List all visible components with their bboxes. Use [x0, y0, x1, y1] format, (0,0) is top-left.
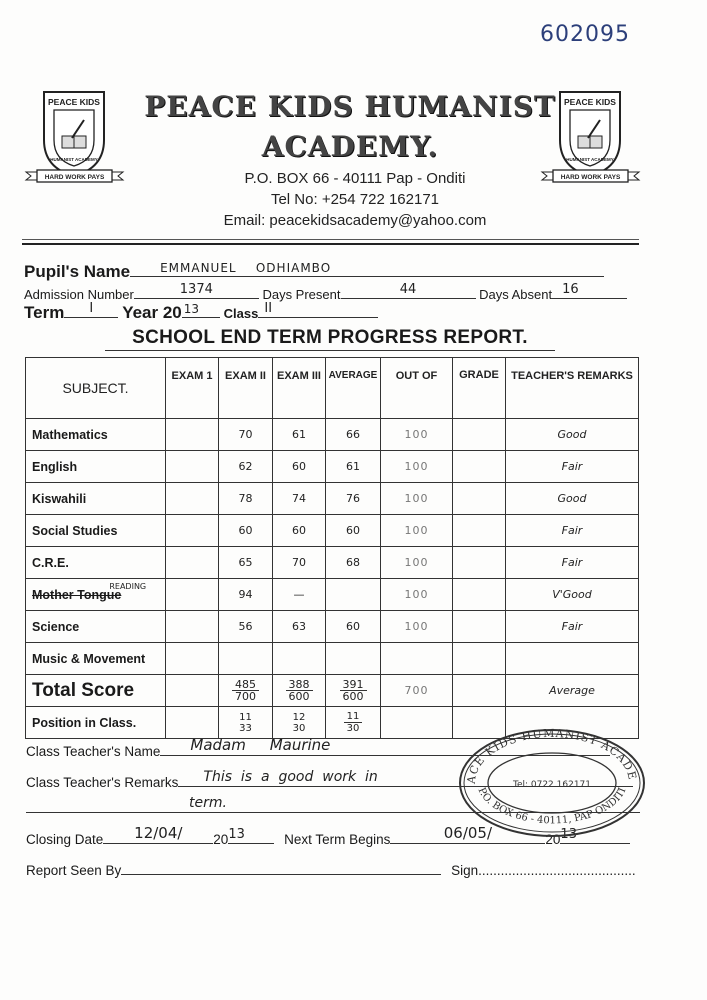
term-label: Term [24, 303, 65, 322]
remarks-cell[interactable]: Good [506, 483, 639, 515]
days-absent-label: Days Absent [479, 287, 553, 302]
subject-name: English [32, 459, 78, 474]
subject-name: Kiswahili [32, 491, 87, 506]
school-stamp [457, 727, 647, 839]
next-term-year-value: 13 [560, 827, 577, 842]
grade-cell[interactable] [453, 515, 506, 547]
exam1-cell[interactable] [166, 483, 219, 515]
next-term-year-prefix: 20 [545, 832, 561, 847]
exam1-cell[interactable] [166, 547, 219, 579]
reference-number: 602095 [540, 22, 630, 47]
table-row [26, 451, 639, 483]
svg-text:HUMANIST ACADEMY: HUMANIST ACADEMY [50, 157, 98, 162]
svg-text:PEACE KIDS: PEACE KIDS [48, 97, 100, 107]
closing-year-prefix: 20 [213, 832, 229, 847]
header-exam3: EXAM III [273, 358, 326, 419]
school-name-line2: ACADEMY. [261, 130, 439, 163]
closing-date-value: 12/04/ [134, 824, 183, 842]
exam1-cell[interactable] [166, 451, 219, 483]
teacher-remarks-label: Class Teacher's Remarks [26, 775, 179, 790]
svg-text:HUMANIST ACADEMY: HUMANIST ACADEMY [566, 157, 614, 162]
position-average-den: 30 [346, 723, 360, 734]
position-average-cell[interactable] [326, 707, 381, 739]
next-term-value: 06/05/ [443, 824, 493, 842]
table-row [26, 643, 639, 675]
table-row [26, 579, 639, 611]
remarks-cell[interactable]: Fair [506, 611, 639, 643]
exam2-cell[interactable]: 70 [219, 419, 273, 451]
school-email: Email: peacekidsacademy@yahoo.com [223, 212, 487, 229]
exam2-cell[interactable]: 56 [219, 611, 273, 643]
class-label: Class [223, 306, 259, 321]
svg-text:PEACE KIDS: PEACE KIDS [564, 97, 616, 107]
term-field[interactable] [64, 303, 118, 318]
position-exam3-num: 12 [292, 711, 306, 723]
average-cell[interactable]: 66 [326, 419, 381, 451]
subject-name: Mother Tongue [32, 588, 122, 603]
average-cell[interactable]: 68 [326, 547, 381, 579]
total-exam1-cell[interactable] [166, 675, 219, 707]
table-header-row [26, 358, 639, 419]
svg-text:PEACE KIDS HUMANIST ACADEMY: ACE KIDS HUMANIST ACADE [464, 727, 640, 785]
average-cell[interactable]: 60 [326, 515, 381, 547]
svg-text:HARD WORK PAYS: HARD WORK PAYS [560, 174, 621, 181]
remarks-cell[interactable]: Fair [506, 515, 639, 547]
remarks-cell[interactable]: V'Good [506, 579, 639, 611]
seen-by-label: Report Seen By [26, 863, 122, 878]
year-label: Year 20 [122, 303, 182, 322]
subject-name: Science [32, 619, 80, 634]
exam1-cell[interactable] [166, 643, 219, 675]
header-rule-thin [22, 239, 639, 240]
position-out-of-cell[interactable] [381, 707, 453, 739]
svg-text:Tel: 0722 162171: Tel: 0722 162171 [512, 780, 592, 790]
school-address: P.O. BOX 66 - 40111 Pap - Onditi [244, 170, 466, 187]
header-exam1: EXAM 1 [166, 358, 219, 419]
exam2-cell[interactable]: 78 [219, 483, 273, 515]
exam3-cell[interactable] [273, 643, 326, 675]
total-exam2-cell[interactable] [219, 675, 273, 707]
subject-cell [26, 611, 166, 643]
header-exam2: EXAM II [219, 358, 273, 419]
exam3-cell[interactable]: 61 [273, 419, 326, 451]
closing-date-field[interactable] [103, 824, 213, 844]
position-exam1-cell[interactable] [166, 707, 219, 739]
header-subject: SUBJECT. [26, 358, 166, 419]
remarks-cell[interactable] [506, 643, 639, 675]
teacher-remarks-line2: term. [189, 795, 227, 811]
svg-text:P.O. BOX 66 - 40111, PAP ONDIT: P.O. BOX 66 - 40111, PAP ONDITI [475, 786, 629, 827]
subject-cell [26, 579, 166, 611]
out-of-cell[interactable]: 100 [381, 419, 453, 451]
subject-cell [26, 483, 166, 515]
school-name-line1: PEACE KIDS HUMANIST [144, 90, 556, 123]
next-term-label: Next Term Begins [284, 832, 391, 847]
table-row [26, 611, 639, 643]
subject-cell [26, 451, 166, 483]
report-title: SCHOOL END TERM PROGRESS REPORT. [105, 327, 555, 351]
exam3-cell[interactable]: 60 [273, 451, 326, 483]
closing-year-field[interactable] [228, 829, 274, 844]
position-exam2-num: 11 [239, 711, 252, 723]
position-exam2-cell[interactable] [219, 707, 273, 739]
table-row [26, 547, 639, 579]
header-rule-thick [22, 243, 639, 245]
class-field[interactable] [258, 303, 378, 318]
admission-label: Admission Number [24, 287, 134, 302]
term-row [24, 303, 378, 323]
pupil-name-field[interactable] [130, 260, 604, 277]
sign-label[interactable]: Sign.......................................... [451, 863, 636, 878]
crest-icon [22, 88, 127, 188]
days-present-field[interactable] [341, 284, 476, 299]
exam1-cell[interactable] [166, 579, 219, 611]
days-absent-value: 16 [562, 282, 579, 297]
out-of-cell[interactable]: 100 [381, 547, 453, 579]
subject-name: Mathematics [32, 427, 108, 442]
average-cell[interactable] [326, 579, 381, 611]
position-exam3-den: 30 [292, 722, 306, 734]
stamp-icon [457, 727, 647, 839]
average-cell[interactable] [326, 643, 381, 675]
table-row [26, 419, 639, 451]
seen-by-field[interactable] [121, 860, 441, 875]
exam3-cell[interactable]: 70 [273, 547, 326, 579]
out-of-cell[interactable]: 100 [381, 579, 453, 611]
grade-cell[interactable] [453, 579, 506, 611]
grade-cell[interactable] [453, 451, 506, 483]
out-of-cell[interactable]: 100 [381, 451, 453, 483]
exam2-cell[interactable]: 65 [219, 547, 273, 579]
remarks-cell[interactable]: Good [506, 419, 639, 451]
days-present-label: Days Present [262, 287, 341, 302]
exam1-cell[interactable] [166, 515, 219, 547]
pupil-name-row [24, 260, 604, 282]
total-exam3-cell[interactable] [273, 675, 326, 707]
exam1-cell[interactable] [166, 611, 219, 643]
table-row [26, 483, 639, 515]
total-score-label: Total Score [26, 675, 166, 707]
total-average-cell[interactable] [326, 675, 381, 707]
average-cell[interactable]: 60 [326, 611, 381, 643]
school-tel: Tel No: +254 722 162171 [270, 191, 440, 208]
subject-name: C.R.E. [32, 555, 69, 570]
header-teacher-remarks: TEACHER'S REMARKS [506, 358, 639, 419]
days-absent-field[interactable] [552, 284, 627, 299]
total-exam2-num: 485 [232, 679, 259, 691]
remarks-cell[interactable]: Fair [506, 547, 639, 579]
grade-cell[interactable] [453, 611, 506, 643]
pupil-name-label: Pupil's Name [24, 262, 131, 281]
subject-cell [26, 547, 166, 579]
exam1-cell[interactable] [166, 419, 219, 451]
year-field[interactable] [182, 303, 220, 318]
admission-value: 1374 [179, 282, 213, 297]
position-label: Position in Class. [26, 707, 166, 739]
total-out-of[interactable]: 700 [381, 675, 453, 707]
teacher-name-value: Madam Maurine [190, 736, 331, 754]
teacher-name-label: Class Teacher's Name [26, 744, 161, 759]
grade-cell[interactable] [453, 483, 506, 515]
grade-cell[interactable] [453, 547, 506, 579]
total-average-num: 391 [340, 679, 367, 691]
exam3-cell[interactable]: 60 [273, 515, 326, 547]
subject-cell [26, 419, 166, 451]
closing-year-value: 13 [228, 827, 245, 842]
header-out-of: OUT OF [381, 358, 453, 419]
svg-text:HARD WORK PAYS: HARD WORK PAYS [44, 174, 105, 181]
teacher-remarks-line1: This is a good work in [203, 769, 378, 785]
subject-cell [26, 643, 166, 675]
days-present-value: 44 [399, 282, 417, 297]
subject-name: Social Studies [32, 523, 118, 538]
school-logo-left [22, 88, 127, 188]
out-of-cell[interactable]: 100 [381, 515, 453, 547]
header-average: AVERAGE [326, 358, 381, 419]
average-cell[interactable]: 76 [326, 483, 381, 515]
total-score-row [26, 675, 639, 707]
out-of-cell[interactable] [381, 643, 453, 675]
out-of-cell[interactable]: 100 [381, 611, 453, 643]
total-remarks[interactable]: Average [506, 675, 639, 707]
subject-name: Music & Movement [32, 651, 146, 666]
grade-cell[interactable] [453, 419, 506, 451]
exam2-cell[interactable]: 62 [219, 451, 273, 483]
class-value: II [264, 301, 273, 316]
out-of-cell[interactable]: 100 [381, 483, 453, 515]
year-value: 13 [183, 302, 200, 316]
results-table [25, 357, 639, 739]
table-row [26, 515, 639, 547]
subject-cell [26, 515, 166, 547]
exam2-cell[interactable]: 94 [219, 579, 273, 611]
total-exam2-den: 700 [235, 689, 256, 703]
grade-cell[interactable] [453, 643, 506, 675]
total-average-den: 600 [342, 689, 364, 703]
average-cell[interactable]: 61 [326, 451, 381, 483]
total-grade-cell[interactable] [453, 675, 506, 707]
subject-note: READING [109, 581, 147, 591]
exam3-cell[interactable]: 74 [273, 483, 326, 515]
total-exam3-num: 388 [286, 679, 313, 691]
exam2-cell[interactable] [219, 643, 273, 675]
pupil-name-value: EMMANUEL ODHIAMBO [160, 261, 332, 275]
header-grade: GRADE [453, 358, 506, 419]
seen-by-row [26, 860, 636, 878]
closing-date-label: Closing Date [26, 832, 104, 847]
exam3-cell[interactable]: 63 [273, 611, 326, 643]
exam3-cell[interactable]: — [273, 579, 326, 611]
admission-row [24, 284, 627, 302]
remarks-cell[interactable]: Fair [506, 451, 639, 483]
total-exam3-den: 600 [288, 689, 310, 703]
term-value: I [89, 301, 94, 316]
exam2-cell[interactable]: 60 [219, 515, 273, 547]
position-average-num: 11 [344, 711, 363, 723]
position-exam3-cell[interactable] [273, 707, 326, 739]
admission-field[interactable] [134, 284, 259, 299]
position-exam2-den: 33 [239, 722, 252, 734]
